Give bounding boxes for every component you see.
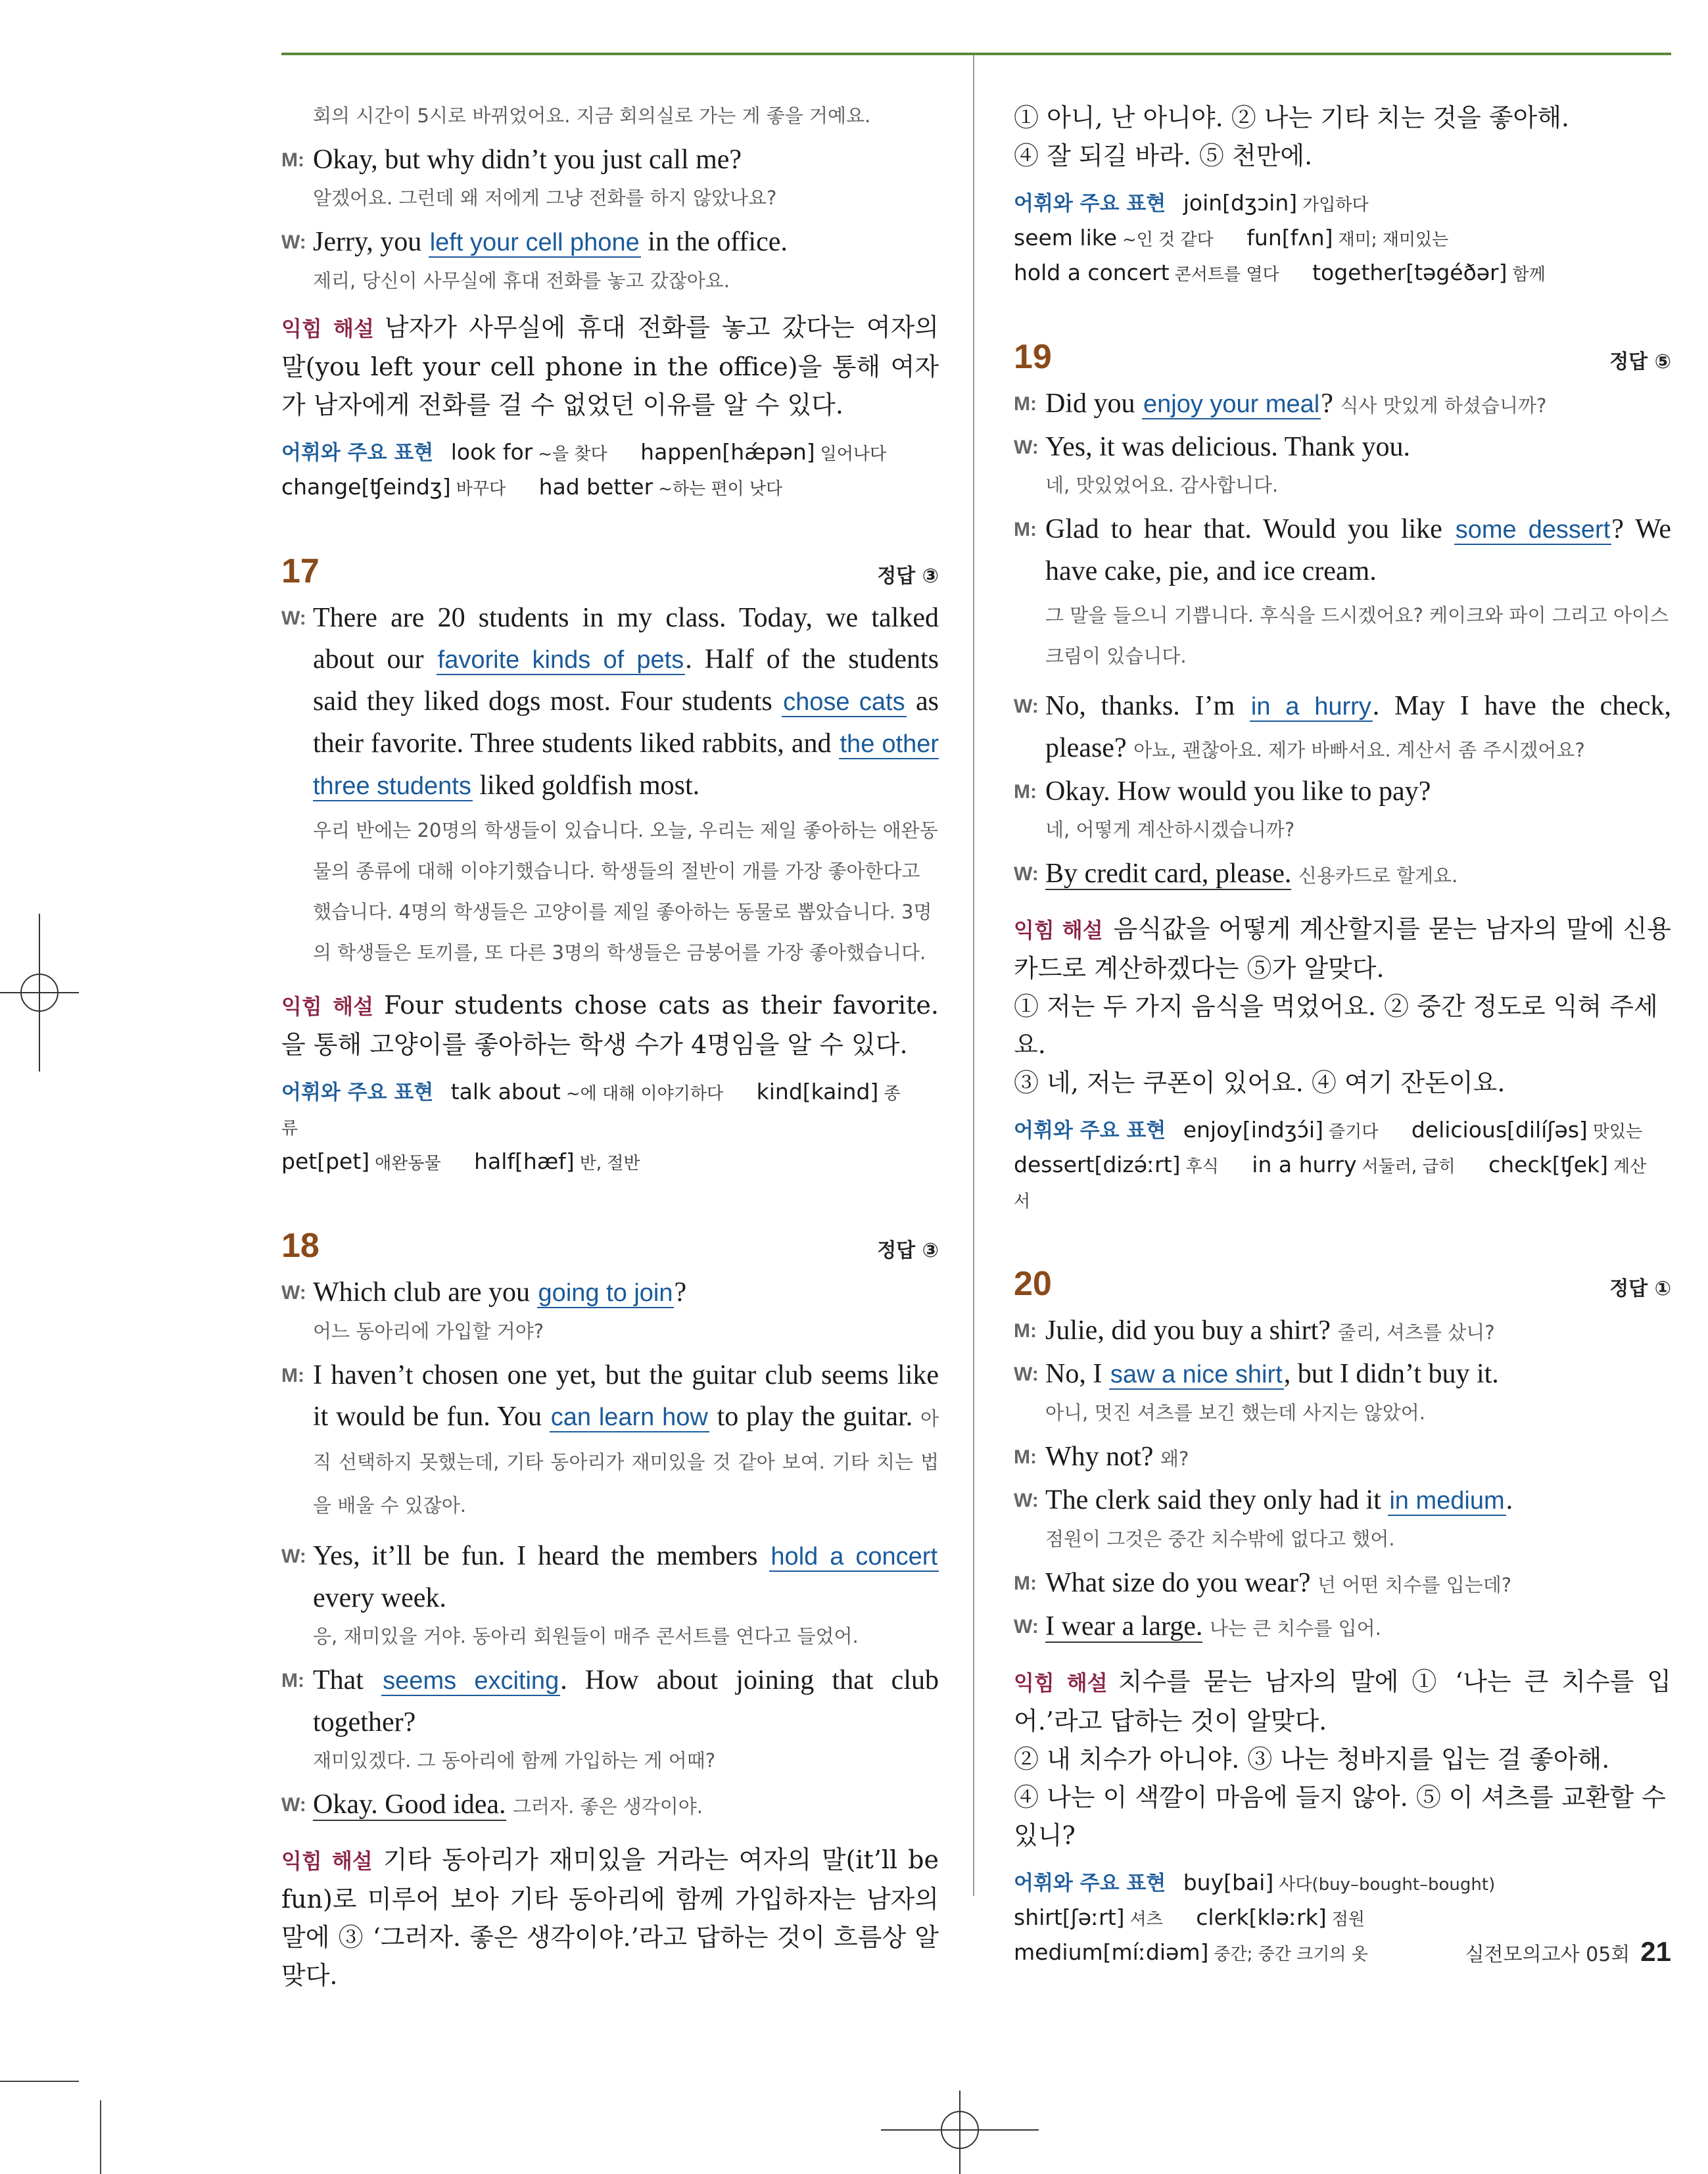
vocab-meaning: 반, 절반 <box>579 1154 640 1173</box>
utterance: Why not? <box>1045 1442 1154 1472</box>
vocab-word: join[dʒɔin] <box>1183 190 1298 216</box>
utterance-text: in the office. <box>648 227 788 257</box>
vocab-label: 어휘와 주요 표현 <box>1014 1119 1166 1143</box>
dialogue-line <box>1014 1436 1671 1480</box>
vocab-meaning: ~하는 편이 낫다 <box>658 479 783 499</box>
speaker: M: <box>1014 1572 1037 1594</box>
speaker: W: <box>281 1546 306 1567</box>
dialogue-line <box>1014 1606 1671 1649</box>
explanation-text: 음식값을 어떻게 계산할지를 묻는 남자의 말에 신용카드로 계산하겠다는 ⑤가 알맞다. <box>1014 914 1671 983</box>
vocab-meaning: ~을 찾다 <box>538 444 607 464</box>
vocab-meaning: 일어나다 <box>820 444 887 464</box>
vocab-word: kind[kaind] <box>756 1079 879 1104</box>
blank-answer: enjoy your meal <box>1143 390 1320 418</box>
vocab-label: 어휘와 주요 표현 <box>1014 1872 1166 1895</box>
vocab-word: shirt[ʃəːrt] <box>1014 1904 1125 1930</box>
translation: 응, 재미있을 거야. 동아리 회원들이 매주 콘서트를 연다고 들었어. <box>313 1625 859 1647</box>
blank-answer: can learn how <box>550 1404 708 1431</box>
utterance-text: liked goldfish most. <box>479 770 700 801</box>
dialogue-line <box>1014 1310 1671 1354</box>
vocab-meaning: 콘서트를 열다 <box>1174 265 1279 285</box>
question-header <box>281 552 939 591</box>
utterance: Okay, but why didn’t you just call me? <box>313 145 742 175</box>
vocab-meaning: 즐기다 <box>1328 1122 1379 1142</box>
dialogue-line <box>281 139 939 181</box>
explanation-label: 익힘 해설 <box>1014 1670 1108 1695</box>
vocab-meaning: 맛있는 <box>1592 1122 1643 1142</box>
vocab-word: look for <box>450 439 533 465</box>
vocab-meaning: ~인 것 같다 <box>1122 230 1214 250</box>
vocab-meaning: 애완동물 <box>375 1154 441 1173</box>
vocab-word: had better <box>538 474 653 500</box>
utterance: Julie, did you buy a shirt? <box>1045 1315 1331 1346</box>
translation: 그 말을 들으니 기쁩니다. 후식을 드시겠어요? 케이크와 파이 그리고 아이스크림이 있습니다. <box>1045 604 1669 667</box>
right-column <box>1014 99 1671 1971</box>
explanation <box>1014 910 1671 987</box>
vocab-meaning: 서둘러, 급히 <box>1362 1157 1456 1177</box>
explanation <box>1014 1663 1671 1740</box>
answer-badge: 정답 ③ <box>877 565 939 588</box>
vocab-meaning: 점원 <box>1331 1910 1365 1929</box>
vocab-word: dessert[dizə́ːrt] <box>1014 1152 1181 1177</box>
option-line: ① 아니, 난 아니야. ② 나는 기타 치는 것을 좋아해. <box>1014 103 1569 132</box>
translation: 우리 반에는 20명의 학생들이 있습니다. 오늘, 우리는 제일 좋아하는 애완동물의 종류에 대해 이야기했습니다. 학생들의 절반이 개를 가장 좋아한다고 했습니다. 4명의 학생들은 고양이를 제일 좋아하는 동물로 뽑았습니다. 3명의 학생들은 토끼를, 또 다른 3명의 학생들은 금붕어를 가장 좋아했습니다. <box>313 819 938 964</box>
option-line: ② 내 치수가 아니야. ③ 나는 청바지를 입는 걸 좋아해. <box>1014 1745 1610 1774</box>
vocab-meaning: ~에 대해 이야기하다 <box>565 1084 724 1104</box>
vocab-meaning: 가입하다 <box>1302 195 1369 215</box>
vocab-meaning: 종류 <box>281 1084 901 1139</box>
blank-answer: going to join <box>538 1279 673 1307</box>
vocab-word: clerk[kləːrk] <box>1196 1904 1327 1930</box>
option-line: ④ 나는 이 색깔이 마음에 들지 않아. ⑤ 이 셔츠를 교환할 수 있니? <box>1014 1783 1666 1850</box>
page-number: 21 <box>1640 1936 1671 1967</box>
answer-sentence: Okay. Good idea. <box>313 1789 506 1820</box>
vocab-word: in a hurry <box>1252 1152 1357 1177</box>
question-number: 19 <box>1014 338 1052 376</box>
question-number: 20 <box>1014 1265 1052 1303</box>
utterance: Okay. How would you like to pay? <box>1045 776 1431 807</box>
vocab-word: delicious[dilíʃəs] <box>1411 1117 1588 1143</box>
vocab-meaning: 재미; 재미있는 <box>1338 230 1449 250</box>
speaker: W: <box>281 1794 306 1816</box>
explanation-label: 익힘 해설 <box>281 1849 373 1874</box>
blank-answer: in a hurry <box>1250 693 1371 721</box>
page-footer <box>1465 1936 1671 1968</box>
vocab-word: hold a concert <box>1014 260 1170 285</box>
vocab-word: happen[hǽpən] <box>640 439 815 465</box>
speaker: M: <box>1014 519 1037 540</box>
explanation-text: 남자가 사무실에 휴대 전화를 놓고 갔다는 여자의 말(you left your cell phone in the office)을 통해 여자가 남자에게 전화를 걸 수 없었던 이유를 알 수 있다. <box>281 313 939 419</box>
utterance: What size do you wear? <box>1045 1568 1311 1598</box>
vocab-meaning: 바꾸다 <box>456 479 506 499</box>
translation: 제리, 당신이 사무실에 휴대 전화를 놓고 갔잖아요. <box>313 270 730 292</box>
explanation-label: 익힘 해설 <box>281 316 374 341</box>
explanation-label: 익힘 해설 <box>281 994 373 1019</box>
blank-answer: hold a concert <box>771 1543 937 1571</box>
vocab-word: enjoy[indʒɔ́i] <box>1183 1117 1323 1143</box>
vocab-meaning: 사다(buy–bought–bought) <box>1279 1875 1496 1895</box>
speaker: W: <box>281 607 306 629</box>
utterance-text: That <box>313 1665 364 1695</box>
dialogue-line <box>1014 427 1671 468</box>
translation: 신용카드로 할게요. <box>1298 864 1458 887</box>
dialogue-line <box>1014 383 1671 427</box>
translation: 어느 동아리에 가입할 거야? <box>313 1320 544 1342</box>
speaker: M: <box>281 1670 304 1691</box>
vocab-word: talk about <box>450 1079 561 1104</box>
translation: 네, 맛있었어요. 감사합니다. <box>1045 474 1279 496</box>
vocab-word: seem like <box>1014 225 1118 250</box>
dialogue-line <box>281 222 939 264</box>
dialogue-line <box>1014 1354 1671 1396</box>
vocabulary <box>281 436 939 506</box>
registration-mark-icon <box>0 914 79 1072</box>
translation: 넌 어떤 치수를 입는데? <box>1317 1574 1512 1596</box>
utterance-text: as their favorite. Three students liked rabbits, and <box>313 686 939 759</box>
speaker: W: <box>1014 1363 1039 1385</box>
top-rule <box>281 53 1671 55</box>
question-header <box>1014 1264 1671 1304</box>
blank-answer: seems exciting <box>383 1667 559 1695</box>
registration-mark-icon <box>881 2091 1039 2174</box>
translation: 아니, 멋진 셔츠를 보긴 했는데 사지는 않았어. <box>1045 1402 1425 1424</box>
blank-answer: favorite kinds of pets <box>437 646 684 674</box>
left-column <box>281 99 939 1995</box>
translation: 식사 맛있게 하셨습니까? <box>1340 394 1547 417</box>
translation: 나는 큰 치수를 입어. <box>1209 1617 1381 1640</box>
dialogue-line <box>281 1536 939 1619</box>
speaker: W: <box>1014 1490 1039 1511</box>
utterance-text: No, I <box>1045 1359 1103 1389</box>
utterance-text: to play the guitar. <box>717 1402 913 1432</box>
utterance-text: every week. <box>313 1583 446 1613</box>
utterance-text: Did you <box>1045 389 1135 419</box>
blank-answer: chose cats <box>783 688 905 716</box>
answer-badge: 정답 ⑤ <box>1609 350 1671 373</box>
speaker: M: <box>281 149 304 171</box>
dialogue-line <box>1014 1480 1671 1522</box>
utterance: Yes, it was delicious. Thank you. <box>1045 432 1410 462</box>
dialogue-line <box>281 1272 939 1314</box>
column-divider <box>973 55 974 1896</box>
dialogue-line <box>1014 686 1671 771</box>
explanation <box>281 986 939 1064</box>
translation: 그러자. 좋은 생각이야. <box>513 1795 703 1818</box>
option-line: ③ 네, 저는 쿠폰이 있어요. ④ 여기 잔돈이요. <box>1014 1068 1506 1097</box>
translation: 줄리, 셔츠를 샀니? <box>1337 1321 1495 1344</box>
vocab-meaning: 후식 <box>1185 1157 1219 1177</box>
vocab-label: 어휘와 주요 표현 <box>281 441 434 465</box>
dialogue-line <box>1014 771 1671 813</box>
translation: 알겠어요. 그런데 왜 저에게 그냥 전화를 하지 않았나요? <box>313 187 777 209</box>
dialogue-line <box>1014 853 1671 897</box>
utterance-text: There are 20 students in my class. Today, we talked about our <box>313 603 939 674</box>
crop-mark <box>100 2100 101 2174</box>
vocab-word: change[ʧeindʒ] <box>281 474 451 500</box>
utterance-text: . How about joining that club together? <box>313 1665 939 1737</box>
vocab-label: 어휘와 주요 표현 <box>1014 192 1166 216</box>
answer-sentence: I wear a large. <box>1045 1611 1203 1642</box>
answer-badge: 정답 ① <box>1609 1277 1671 1300</box>
question-number: 17 <box>281 552 320 590</box>
speaker: W: <box>1014 1616 1039 1638</box>
speaker: M: <box>281 1365 304 1386</box>
utterance-text: Jerry, you <box>313 227 422 257</box>
speaker: M: <box>1014 781 1037 803</box>
question-header <box>1014 337 1671 377</box>
utterance-text: Which club are you <box>313 1277 531 1308</box>
speaker: M: <box>1014 1320 1037 1342</box>
vocab-meaning: 계산서 <box>1014 1157 1647 1212</box>
question-number: 18 <box>281 1227 320 1265</box>
vocab-word: buy[bai] <box>1183 1870 1274 1895</box>
crop-mark <box>0 2081 79 2082</box>
vocab-meaning: 셔츠 <box>1129 1910 1163 1929</box>
vocab-meaning: 함께 <box>1512 265 1546 285</box>
options <box>1014 987 1671 1102</box>
translation: 점원이 그것은 중간 치수밖에 없다고 했어. <box>1045 1528 1395 1550</box>
vocabulary <box>1014 187 1671 291</box>
speaker: W: <box>281 1282 306 1304</box>
dialogue-line <box>281 1355 939 1526</box>
utterance-text: , but I didn’t buy it. <box>1283 1359 1499 1389</box>
blank-answer: in medium <box>1389 1487 1505 1515</box>
utterance-text: Glad to hear that. Would you like <box>1045 514 1442 544</box>
explanation <box>281 1841 939 1995</box>
vocab-word: together[təgéðər] <box>1312 260 1507 285</box>
vocab-label: 어휘와 주요 표현 <box>281 1081 434 1104</box>
answer-sentence: By credit card, please. <box>1045 859 1292 889</box>
answer-badge: 정답 ③ <box>877 1239 939 1262</box>
dialogue-line <box>281 598 939 807</box>
speaker: M: <box>1014 393 1037 415</box>
dialogue-line <box>1014 1563 1671 1606</box>
option-line: ④ 잘 되길 바라. ⑤ 천만에. <box>1014 141 1313 170</box>
speaker: W: <box>1014 696 1039 717</box>
utterance-text: Yes, it’ll be fun. I heard the members <box>313 1541 758 1571</box>
vocab-word: medium[míːdiəm] <box>1014 1939 1209 1965</box>
utterance-text: . May I have the check, please? <box>1045 691 1671 763</box>
blank-answer: the other three students <box>313 730 939 800</box>
utterance-text: The clerk said they only had it <box>1045 1485 1381 1515</box>
blank-answer: left your cell phone <box>429 229 640 256</box>
explanation-text: 치수를 묻는 남자의 말에 ① ‘나는 큰 치수를 입어.’라고 답하는 것이 알맞다. <box>1014 1667 1671 1736</box>
options <box>1014 99 1671 175</box>
translation: 재미있겠다. 그 동아리에 함께 가입하는 게 어때? <box>313 1749 716 1772</box>
utterance-text: . <box>1506 1485 1513 1515</box>
translation: 아직 선택하지 못했는데, 기타 동아리가 재미있을 것 같아 보여. 기타 치는 법을 배울 수 있잖아. <box>313 1407 939 1517</box>
explanation-text: Four students chose cats as their favorite.을 통해 고양이를 좋아하는 학생 수가 4명임을 알 수 있다. <box>281 991 939 1059</box>
speaker: W: <box>1014 437 1039 458</box>
dialogue-line <box>281 1784 939 1828</box>
translation: 왜? <box>1160 1448 1189 1470</box>
translation: 네, 어떻게 계산하시겠습니까? <box>1045 818 1295 841</box>
explanation <box>281 308 939 424</box>
explanation-label: 익힘 해설 <box>1014 918 1103 943</box>
vocab-meaning: 중간; 중간 크기의 옷 <box>1214 1945 1368 1964</box>
vocab-word: fun[fʌn] <box>1246 225 1333 250</box>
explanation-text: 기타 동아리가 재미있을 거라는 여자의 말(it’ll be fun)로 미루어 보아 기타 동아리에 함께 가입하자는 남자의 말에 ③ ‘그러자. 좋은 생각이야.’라고 답하는 것이 흐름상 알맞다. <box>281 1845 939 1990</box>
vocab-word: pet[pet] <box>281 1148 370 1174</box>
utterance-text: ? <box>674 1277 687 1308</box>
utterance-text: I haven’t chosen one yet, but the guitar club seems like it would be fun. You <box>313 1360 939 1432</box>
utterance-text: ? <box>1321 389 1333 419</box>
option-line: ① 저는 두 가지 음식을 먹었어요. ② 중간 정도로 익혀 주세요. <box>1014 992 1658 1059</box>
dialogue-line <box>1014 509 1671 592</box>
utterance-text: . Half of the students said they liked dogs most. Four students <box>313 644 939 717</box>
vocab-word: half[hæf] <box>474 1148 575 1174</box>
utterance-text: No, thanks. I’m <box>1045 691 1235 721</box>
speaker: M: <box>1014 1446 1037 1468</box>
translation: 아뇨, 괜찮아요. 제가 바빠서요. 계산서 좀 주시겠어요? <box>1133 739 1585 761</box>
question-header <box>281 1226 939 1265</box>
vocabulary <box>281 1075 939 1180</box>
utterance-text: ? We have cake, pie, and ice cream. <box>1045 514 1672 586</box>
blank-answer: some dessert <box>1455 516 1611 544</box>
options <box>1014 1740 1671 1855</box>
speaker: W: <box>1014 863 1039 885</box>
footer-title: 실전모의고사 05회 <box>1465 1943 1630 1966</box>
dialogue-line <box>281 1660 939 1743</box>
vocab-word: check[ʧek] <box>1488 1152 1609 1177</box>
translation: 회의 시간이 5시로 바뀌었어요. 지금 회의실로 가는 게 좋을 거예요. <box>313 105 871 127</box>
speaker: W: <box>281 231 306 253</box>
vocabulary <box>1014 1114 1671 1218</box>
blank-answer: saw a nice shirt <box>1110 1361 1283 1388</box>
